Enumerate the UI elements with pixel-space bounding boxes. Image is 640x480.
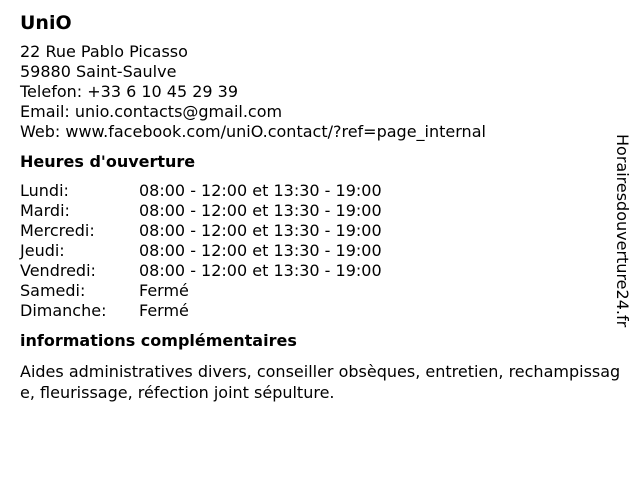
day-hours: 08:00 - 12:00 et 13:30 - 19:00	[139, 221, 382, 240]
hours-row	[20, 221, 620, 241]
day-label: Vendredi:	[20, 261, 96, 280]
day-label: Dimanche:	[20, 301, 107, 320]
phone-line: Telefon: +33 6 10 45 29 39	[20, 82, 239, 101]
info-title: informations complémentaires	[20, 331, 297, 350]
day-label: Lundi:	[20, 181, 69, 200]
day-hours: 08:00 - 12:00 et 13:30 - 19:00	[139, 181, 382, 200]
hours-row	[20, 281, 620, 301]
day-label: Mardi:	[20, 201, 70, 220]
address-street: 22 Rue Pablo Picasso	[20, 42, 188, 61]
day-hours: 08:00 - 12:00 et 13:30 - 19:00	[139, 241, 382, 260]
day-hours: 08:00 - 12:00 et 13:30 - 19:00	[139, 201, 382, 220]
hours-row	[20, 201, 620, 221]
hours-row	[20, 261, 620, 281]
watermark-label: Horairesdouverture24.fr	[613, 134, 632, 328]
day-hours: Fermé	[139, 301, 189, 320]
day-hours: Fermé	[139, 281, 189, 300]
hours-table	[20, 181, 620, 321]
web-line: Web: www.facebook.com/uniO.contact/?ref=page_internal	[20, 122, 486, 141]
hours-title: Heures d'ouverture	[20, 152, 196, 171]
address-city: 59880 Saint-Saulve	[20, 62, 177, 81]
business-card	[20, 10, 620, 403]
day-label: Jeudi:	[20, 241, 65, 260]
hours-row	[20, 181, 620, 201]
hours-row	[20, 241, 620, 261]
info-text: Aides administratives divers, conseiller obsèques, entretien, rechampissage, fleurissage, réfection joint sépulture.	[20, 362, 621, 402]
email-line: Email: unio.contacts@gmail.com	[20, 102, 283, 121]
hours-row	[20, 301, 620, 321]
day-label: Mercredi:	[20, 221, 95, 240]
business-name: UniO	[20, 12, 72, 34]
day-hours: 08:00 - 12:00 et 13:30 - 19:00	[139, 261, 382, 280]
day-label: Samedi:	[20, 281, 86, 300]
